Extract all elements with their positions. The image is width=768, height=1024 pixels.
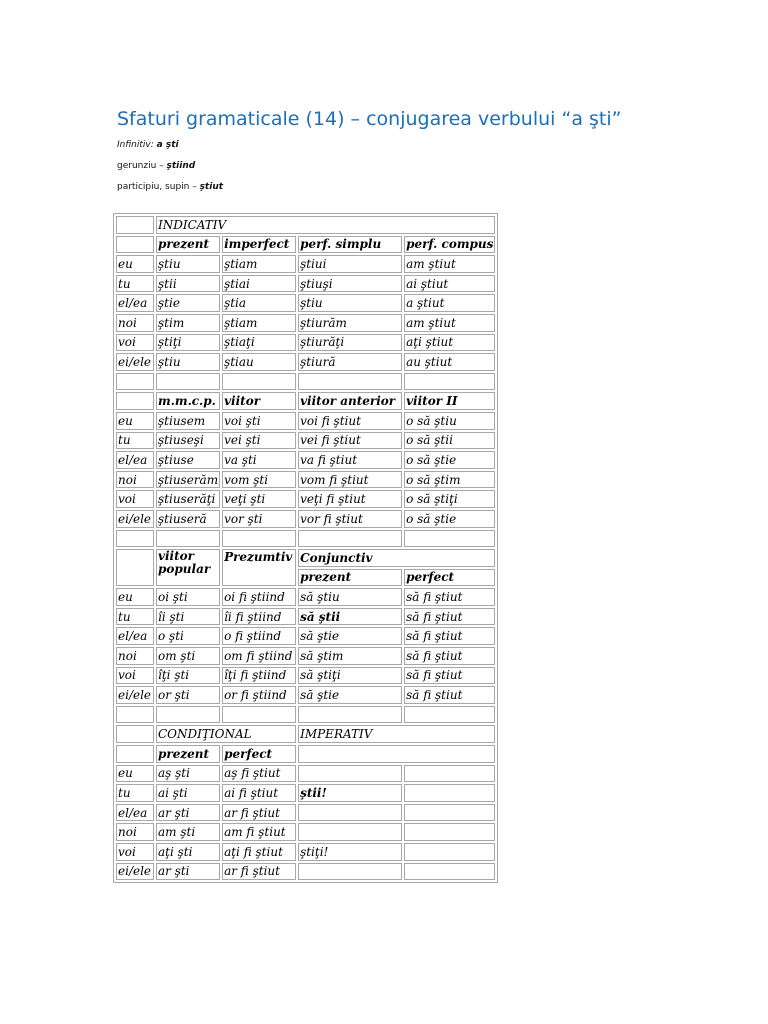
cell: o să ştiţi [404,490,495,508]
empty-cell [116,706,154,724]
table-row [116,334,495,352]
person-label: eu [116,588,154,606]
cell: să ştie [298,686,402,704]
cell: ai şti [156,784,220,802]
gerunziu-line [117,161,195,171]
cell: să fi ştiut [404,686,495,704]
page-title: Sfaturi gramaticale (14) – conjugarea verbului “a şti” [117,108,622,130]
cell: ştiuserăţi [156,490,220,508]
indicativ-heading: INDICATIV [156,216,495,234]
cell: îţi fi ştiind [222,667,296,685]
cell: voi fi ştiut [298,412,402,430]
participiu-label: participiu, supin – [117,182,200,192]
person-label: tu [116,608,154,626]
empty-cell [404,804,495,822]
table-row [116,294,495,312]
empty-cell [404,373,495,391]
cell: ştiuseră [156,510,220,528]
cell: o fi ştiind [222,627,296,645]
cell: ştiu [156,255,220,273]
person-label: eu [116,765,154,783]
person-label: el/ea [116,804,154,822]
gerunziu-value: ştiind [166,161,196,171]
spacer-row [116,373,495,391]
table-row [116,784,495,802]
cell: veţi şti [222,490,296,508]
empty-cell [404,765,495,783]
col-viitor: viitor [222,392,296,410]
cell: aţi şti [156,843,220,861]
empty-cell [156,373,220,391]
cell: să ştiţi [298,667,402,685]
table-row [116,823,495,841]
cell: ştiui [298,255,402,273]
empty-cell [298,745,495,763]
cell: am ştiut [404,255,495,273]
cell: va şti [222,451,296,469]
conjugation-table [113,213,498,883]
imperativ-heading: IMPERATIV [298,725,495,743]
cell: ştiuşi [298,275,402,293]
infinitiv-line [117,140,179,150]
cell: o să ştim [404,471,495,489]
col-conjunctiv: Conjunctiv [298,549,495,567]
col-viitor-popular: viitor popular [156,549,220,586]
cell [298,765,402,783]
section4-sub-row [116,745,495,763]
empty-cell [116,392,154,410]
cell: să ştii [298,608,402,626]
cell: au ştiut [404,353,495,371]
table-row [116,451,495,469]
cell: aş şti [156,765,220,783]
table-row [116,863,495,881]
person-label: eu [116,412,154,430]
table-row [116,275,495,293]
table-row [116,686,495,704]
cell: aţi fi ştiut [222,843,296,861]
indicativ-heading-row [116,216,495,234]
empty-cell [404,863,495,881]
col-perf-compus: perf. compus [406,237,494,252]
cell: am şti [156,823,220,841]
empty-cell [116,216,154,234]
conditional-heading: CONDIŢIONAL [156,725,296,743]
section4-heading-row [116,725,495,743]
empty-cell [298,706,402,724]
cell: ai fi ştiut [222,784,296,802]
person-label: tu [116,275,154,293]
cell: îi fi ştiind [222,608,296,626]
col-mmcp: m.m.c.p. [156,392,220,410]
cell: ştim [156,314,220,332]
cell [298,823,402,841]
table-row [116,627,495,645]
table-row [116,765,495,783]
participiu-value: ştiut [199,182,224,192]
cell: ştiau [222,353,296,371]
person-label: noi [116,823,154,841]
cell: ştiurăţi [298,334,402,352]
table-row [116,412,495,430]
cell: ştii! [298,784,402,802]
cell: ştiu [156,353,220,371]
cell: să ştim [298,647,402,665]
empty-cell [116,745,154,763]
person-label: el/ea [116,627,154,645]
person-label: eu [116,255,154,273]
table-row [116,314,495,332]
table-row [116,647,495,665]
cell: ştiţi [156,334,220,352]
table-row [116,471,495,489]
col-perf-simplu: perf. simplu [298,236,402,254]
cell: va fi ştiut [298,451,402,469]
col-conj-perfect: perfect [404,569,495,587]
cell: ştiuse [156,451,220,469]
cell: să fi ştiut [404,667,495,685]
cell: or şti [156,686,220,704]
table-row [116,608,495,626]
person-label: ei/ele [116,510,154,528]
cell: vor fi ştiut [298,510,402,528]
table-row [116,510,495,528]
spacer-row [116,706,495,724]
cell: să ştiu [298,588,402,606]
cell: ar fi ştiut [222,804,296,822]
col-prezumtiv: Prezumtiv [222,549,296,586]
indicativ2-columns-row [116,392,495,410]
table-row [116,490,495,508]
cell: ar fi ştiut [222,863,296,881]
cell: am fi ştiut [222,823,296,841]
cell: vor şti [222,510,296,528]
cell: ştiam [222,255,296,273]
cell: oi şti [156,588,220,606]
person-label: tu [116,432,154,450]
empty-cell [298,373,402,391]
cell: ştii [156,275,220,293]
person-label: voi [116,334,154,352]
cell: vei fi ştiut [298,432,402,450]
cell: o să ştiu [404,412,495,430]
empty-cell [404,530,495,548]
cell: o să ştii [404,432,495,450]
cell: ştiu [298,294,402,312]
cell: o să ştie [404,451,495,469]
col-cond-prezent: prezent [156,745,220,763]
table-row [116,432,495,450]
empty-cell [116,373,154,391]
empty-cell [156,530,220,548]
cell: ştia [222,294,296,312]
empty-cell [116,725,154,743]
empty-cell [404,843,495,861]
cell: îi şti [156,608,220,626]
table-row [116,843,495,861]
table-row [116,588,495,606]
empty-cell [222,373,296,391]
person-label: voi [116,843,154,861]
empty-cell [116,530,154,548]
empty-cell [222,706,296,724]
person-label: ei/ele [116,686,154,704]
cell: ştiură [298,353,402,371]
person-label: noi [116,314,154,332]
person-label: tu [116,784,154,802]
empty-cell [404,784,495,802]
cell: oi fi ştiind [222,588,296,606]
section3-heading-row [116,549,495,567]
cell: ştiţi! [298,843,402,861]
gerunziu-label: gerunziu – [117,161,167,171]
person-label: ei/ele [116,863,154,881]
empty-cell [222,530,296,548]
cell: o să ştie [404,510,495,528]
cell: om fi ştiind [222,647,296,665]
cell: am ştiut [404,314,495,332]
person-label: noi [116,471,154,489]
person-label: noi [116,647,154,665]
cell: a ştiut [404,294,495,312]
infinitiv-value: a şti [156,140,179,150]
col-cond-perfect: perfect [222,745,296,763]
cell: să fi ştiut [404,627,495,645]
cell: să fi ştiut [404,588,495,606]
cell: să fi ştiut [404,608,495,626]
cell: or fi ştiind [222,686,296,704]
cell: om şti [156,647,220,665]
table-row [116,667,495,685]
person-label: el/ea [116,451,154,469]
cell: să ştie [298,627,402,645]
cell [298,863,402,881]
cell: aş fi ştiut [222,765,296,783]
spacer-row [116,530,495,548]
cell: ştiurăm [298,314,402,332]
cell: ştie [156,294,220,312]
cell: vom şti [222,471,296,489]
participiu-line [117,182,223,192]
cell: ar şti [156,804,220,822]
person-label: voi [116,490,154,508]
indicativ-columns-row [116,236,495,254]
cell: ştiai [222,275,296,293]
cell: să fi ştiut [404,647,495,665]
cell: veţi fi ştiut [298,490,402,508]
col-viitor-anterior: viitor anterior [298,392,402,410]
col-conj-prezent: prezent [298,569,402,587]
cell: vei şti [222,432,296,450]
cell: ai ştiut [404,275,495,293]
empty-cell [116,549,154,586]
table-row [116,353,495,371]
table-row [116,255,495,273]
cell: ştiuserăm [158,472,219,487]
cell: ştiam [222,314,296,332]
cell: ar şti [156,863,220,881]
person-label: ei/ele [116,353,154,371]
empty-cell [116,236,154,254]
cell: ştiuseşi [156,432,220,450]
empty-cell [156,706,220,724]
col-imperfect: imperfect [222,236,296,254]
empty-cell [298,530,402,548]
col-prezent: prezent [156,236,220,254]
cell: ştiaţi [222,334,296,352]
empty-cell [404,706,495,724]
cell [298,804,402,822]
col-viitor-ii: viitor II [404,392,495,410]
infinitiv-label: Infinitiv: [117,140,157,150]
person-label: voi [116,667,154,685]
empty-cell [404,823,495,841]
cell: o şti [156,627,220,645]
cell: aţi ştiut [404,334,495,352]
table-row [116,804,495,822]
cell: vom fi ştiut [298,471,402,489]
cell: voi şti [222,412,296,430]
person-label: el/ea [116,294,154,312]
cell: ştiusem [156,412,220,430]
cell: îţi şti [156,667,220,685]
